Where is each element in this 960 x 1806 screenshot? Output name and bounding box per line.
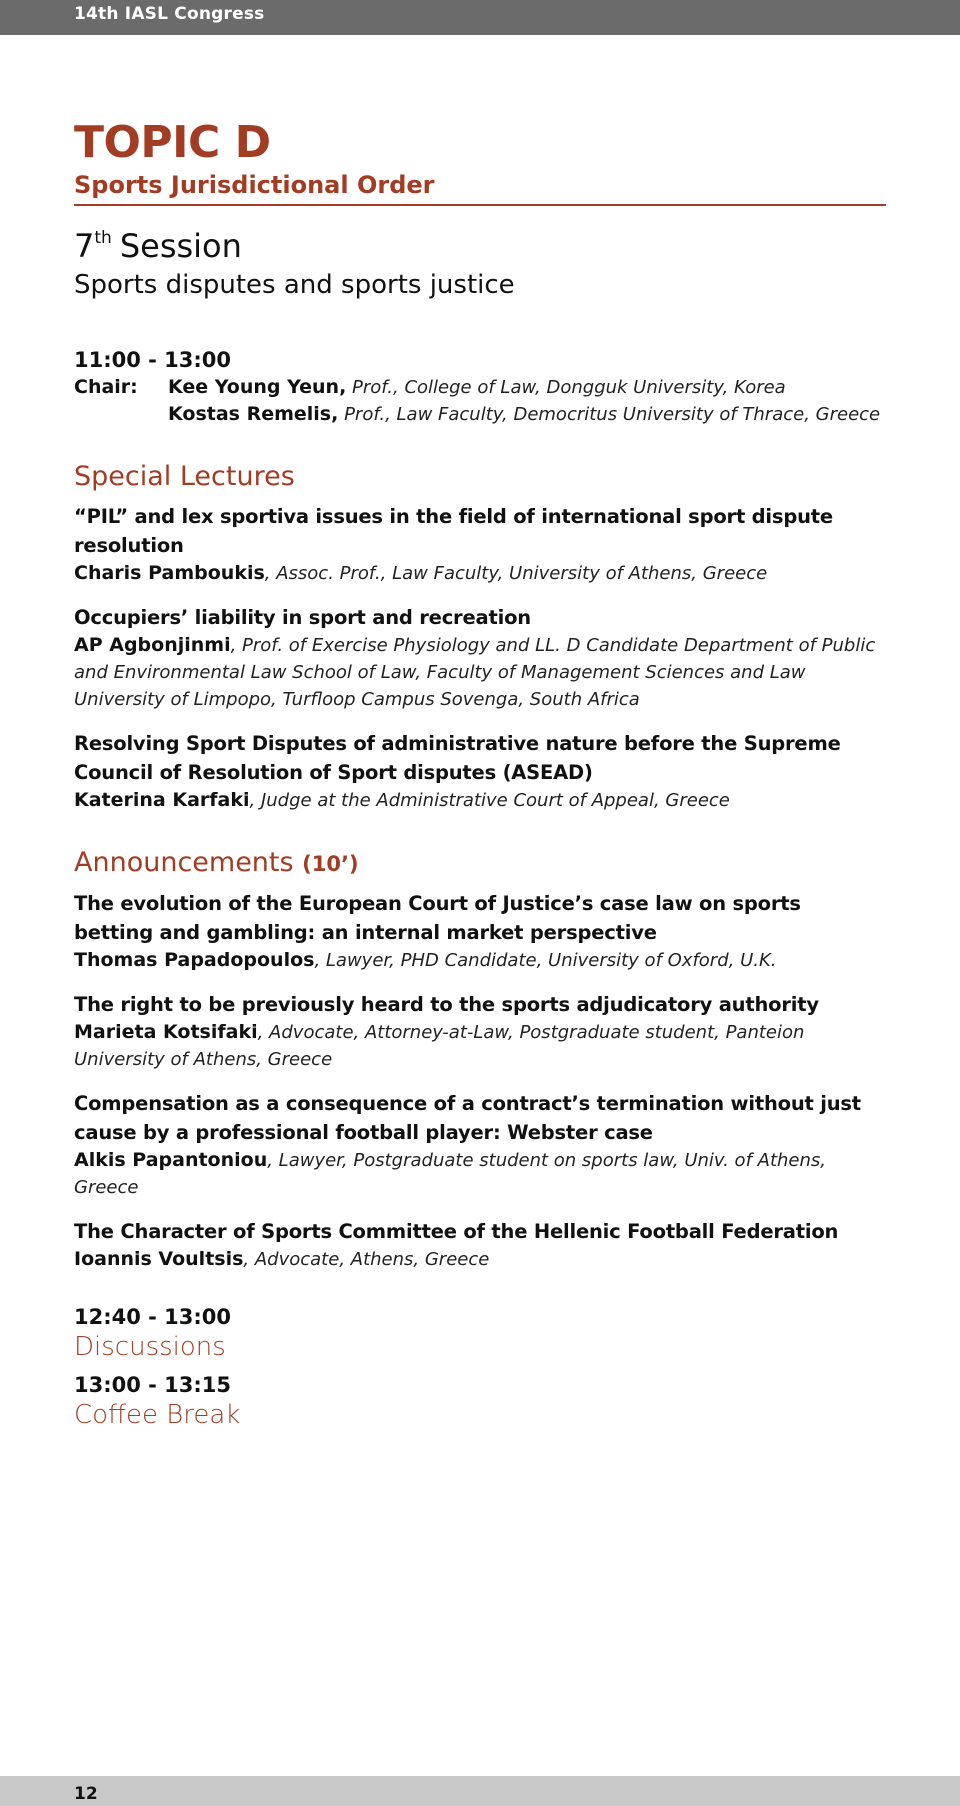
author-affiliation: , Assoc. Prof., Law Faculty, University of Athens, Greece [264,563,768,584]
session-word: Session [119,227,242,265]
lecture-author-line [74,787,886,814]
announcement-item [74,1089,886,1201]
page-content [74,118,886,1431]
session-heading [74,218,886,266]
discussions-label: Discussions [74,1332,226,1362]
announcements-duration: (10’) [302,852,359,876]
topic-subtitle: Sports Jurisdictional Order [74,171,435,199]
conference-name: 14th IASL Congress [74,4,265,24]
author-affiliation: , Prof. of Exercise Physiology and LL. D Candidate Department of Public and Environmental Law School of Law, Faculty of Management Sciences and Law University of Limpopo, Turfloop Campus Sovenga, South Africa [74,635,876,710]
author-affiliation: , Advocate, Athens, Greece [243,1249,490,1270]
lecture-title: “PIL” and lex sportiva issues in the field of international sport dispute resolution [74,505,833,557]
coffee-break-label: Coffee Break [74,1400,241,1430]
chair-block [74,374,886,428]
page-number: 12 [74,1784,98,1804]
author-name: Charis Pamboukis [74,562,265,584]
session-time: 11:00 - 13:00 [74,348,232,372]
lecture-title: Resolving Sport Disputes of administrative nature before the Supreme Council of Resolution of Sport disputes (ASEAD) [74,732,841,784]
session-number: 7 [74,227,95,265]
author-name: AP Agbonjinmi [74,634,231,656]
topic-title: TOPIC D [74,117,271,168]
lecture-author-line [74,632,886,713]
lecture-author-line [74,560,886,587]
announcement-author-line [74,1019,886,1073]
footer-bar [0,1776,960,1806]
chair-affiliation: Prof., College of Law, Dongguk University, Korea [346,377,786,398]
author-affiliation: , Lawyer, PHD Candidate, University of Oxford, U.K. [314,950,777,971]
lecture-item [74,729,886,814]
author-name: Alkis Papantoniou [74,1149,268,1171]
author-name: Ioannis Voultsis [74,1248,244,1270]
announcement-item [74,1217,886,1273]
chair-list [168,374,886,428]
session-suffix: th [94,228,112,248]
chair-label: Chair: [74,376,138,398]
lecture-item [74,502,886,587]
session-title: Sports disputes and sports justice [74,270,515,300]
title-divider [74,204,886,206]
lecture-item [74,603,886,713]
chair-name: Kostas Remelis, [168,403,339,425]
announcement-title: The evolution of the European Court of Justice’s case law on sports betting and gambling: an internal market perspective [74,892,801,944]
author-name: Katerina Karfaki [74,789,250,811]
chair-name: Kee Young Yeun, [168,376,347,398]
chair-person [168,374,886,401]
announcement-item [74,990,886,1073]
author-name: Thomas Papadopoulos [74,949,315,971]
discussions-time: 12:40 - 13:00 [74,1305,232,1329]
announcement-title: The Character of Sports Committee of the Hellenic Football Federation [74,1220,839,1243]
announcement-title: Compensation as a consequence of a contract’s termination without just cause by a professional football player: Webster case [74,1092,861,1144]
lecture-title: Occupiers’ liability in sport and recreation [74,606,531,629]
author-affiliation: , Advocate, Attorney-at-Law, Postgraduate student, Panteion University of Athens, Greece [74,1022,805,1070]
chair-person [168,401,886,428]
author-affiliation: , Judge at the Administrative Court of Appeal, Greece [249,790,730,811]
chair-affiliation: Prof., Law Faculty, Democritus University of Thrace, Greece [338,404,881,425]
announcements-heading [74,846,886,881]
announcement-item [74,889,886,974]
coffee-break-time: 13:00 - 13:15 [74,1373,232,1397]
author-name: Marieta Kotsifaki [74,1021,258,1043]
announcement-title: The right to be previously heard to the sports adjudicatory authority [74,993,819,1016]
announcement-author-line [74,947,886,974]
announcement-author-line [74,1246,886,1273]
announcements-label: Announcements [74,847,294,878]
special-lectures-heading: Special Lectures [74,461,295,492]
author-affiliation: , Lawyer, Postgraduate student on sports law, Univ. of Athens, Greece [74,1150,826,1198]
announcement-author-line [74,1147,886,1201]
header-bar [0,0,960,35]
